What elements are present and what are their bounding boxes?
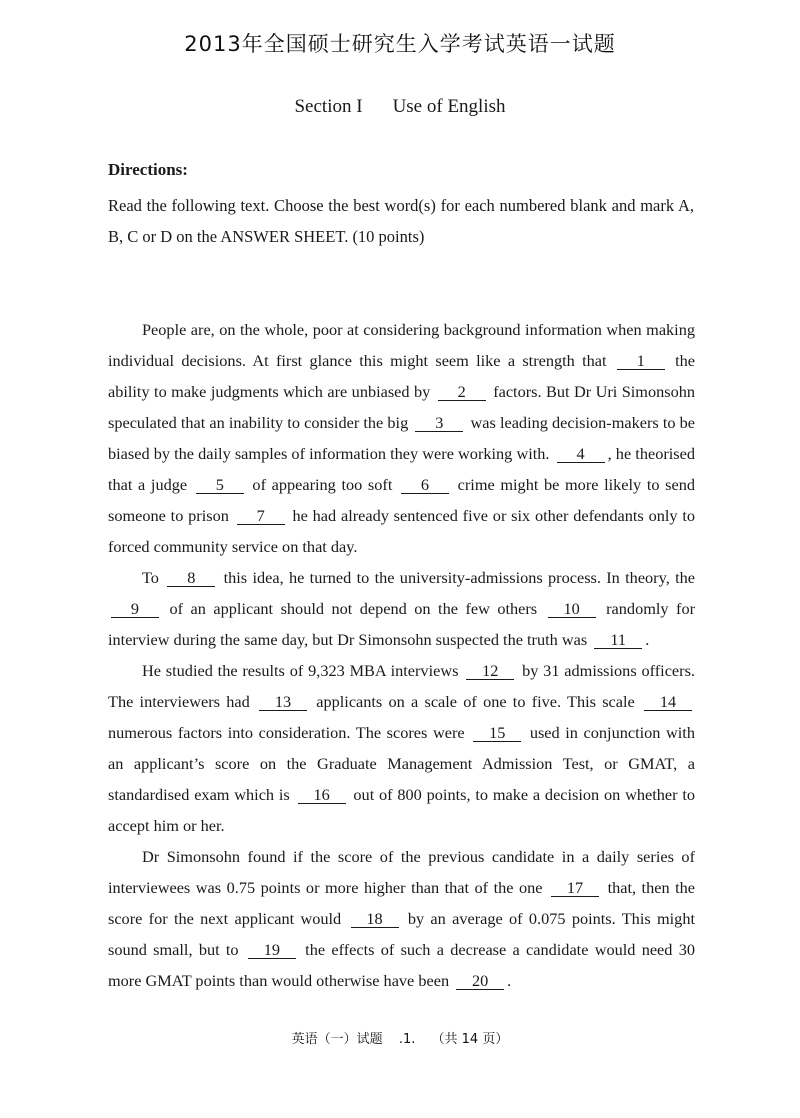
passage-text: . <box>645 630 650 649</box>
footer-subject: 英语（一）试题 <box>291 1032 383 1047</box>
blank-4: 4 <box>557 445 605 463</box>
passage-text: numerous factors into consideration. The scores were <box>108 723 465 742</box>
blank-12: 12 <box>466 662 514 680</box>
passage-text: , he theorised that a judge <box>108 444 695 494</box>
blank-6: 6 <box>401 476 449 494</box>
blank-5: 5 <box>196 476 244 494</box>
passage-text: used in conjunction with an applicant’s score on the Graduate Management Admission Test, or GMAT, a standardised exam which is <box>108 723 695 804</box>
passage-text: of appearing too soft <box>252 475 393 494</box>
blank-1: 1 <box>617 352 665 370</box>
passage-text: He studied the results of 9,323 MBA interviews <box>142 661 459 680</box>
passage-text: by an average of 0.075 points. This might sound small, but to <box>108 909 695 959</box>
directions-label: Directions: <box>108 160 188 179</box>
passage-paragraph-2 <box>108 562 695 655</box>
page-footer <box>0 1028 800 1047</box>
section-heading <box>0 96 800 118</box>
blank-13: 13 <box>259 693 307 711</box>
passage-text: Dr Simonsohn found if the score of the previous candidate in a daily series of interviewees was 0.75 points or more higher than that of the one <box>108 847 695 897</box>
section-number: Section I <box>294 96 363 117</box>
passage-paragraph-1 <box>108 314 695 562</box>
blank-10: 10 <box>548 600 596 618</box>
blank-9: 9 <box>111 600 159 618</box>
footer-total-pages: （共 14 页） <box>431 1032 509 1047</box>
passage-text: the ability to make judgments which are unbiased by <box>108 351 695 401</box>
passage-text: he had already sentenced five or six other defendants only to forced community service on that day. <box>108 506 695 556</box>
blank-19: 19 <box>248 941 296 959</box>
passage-text: randomly for interview during the same day, but Dr Simonsohn suspected the truth was <box>108 599 696 649</box>
passage-text: To <box>142 568 159 587</box>
directions-text: Read the following text. Choose the best word(s) for each numbered blank and mark A, B, C or D on the ANSWER SHEET. (10 points) <box>108 196 694 246</box>
blank-15: 15 <box>473 724 521 742</box>
footer-page-number: .1. <box>398 1032 416 1047</box>
passage-text: that, then the score for the next applicant would <box>108 878 695 928</box>
blank-7: 7 <box>237 507 285 525</box>
blank-18: 18 <box>351 910 399 928</box>
blank-8: 8 <box>167 569 215 587</box>
passage-text: People are, on the whole, poor at considering background information when making individual decisions. At first glance this might seem like a strength that <box>108 320 695 370</box>
passage-text: the effects of such a decrease a candidate would need 30 more GMAT points than would otherwise have been <box>108 940 695 990</box>
cloze-passage <box>108 314 695 996</box>
passage-text: applicants on a scale of one to five. This scale <box>316 692 635 711</box>
passage-text: out of 800 points, to make a decision on whether to accept him or her. <box>108 785 696 835</box>
passage-text: by 31 admissions officers. The interviewers had <box>108 661 695 711</box>
blank-2: 2 <box>438 383 486 401</box>
blank-14: 14 <box>644 693 692 711</box>
passage-text: crime might be more likely to send someone to prison <box>108 475 696 525</box>
passage-text: was leading decision-makers to be biased by the daily samples of information they were working with. <box>108 413 696 463</box>
blank-3: 3 <box>415 414 463 432</box>
passage-text: this idea, he turned to the university-admissions process. In theory, the <box>223 568 695 587</box>
blank-11: 11 <box>594 631 642 649</box>
passage-paragraph-4 <box>108 841 695 996</box>
passage-text: factors. But Dr Uri Simonsohn speculated that an inability to consider the big <box>108 382 696 432</box>
passage-paragraph-3 <box>108 655 695 841</box>
passage-text: of an applicant should not depend on the few others <box>169 599 538 618</box>
passage-text: . <box>507 971 512 990</box>
blank-16: 16 <box>298 786 346 804</box>
blank-17: 17 <box>551 879 599 897</box>
blank-20: 20 <box>456 972 504 990</box>
section-name: Use of English <box>392 96 506 117</box>
exam-title: 2013年全国硕士研究生入学考试英语一试题 <box>184 32 616 56</box>
